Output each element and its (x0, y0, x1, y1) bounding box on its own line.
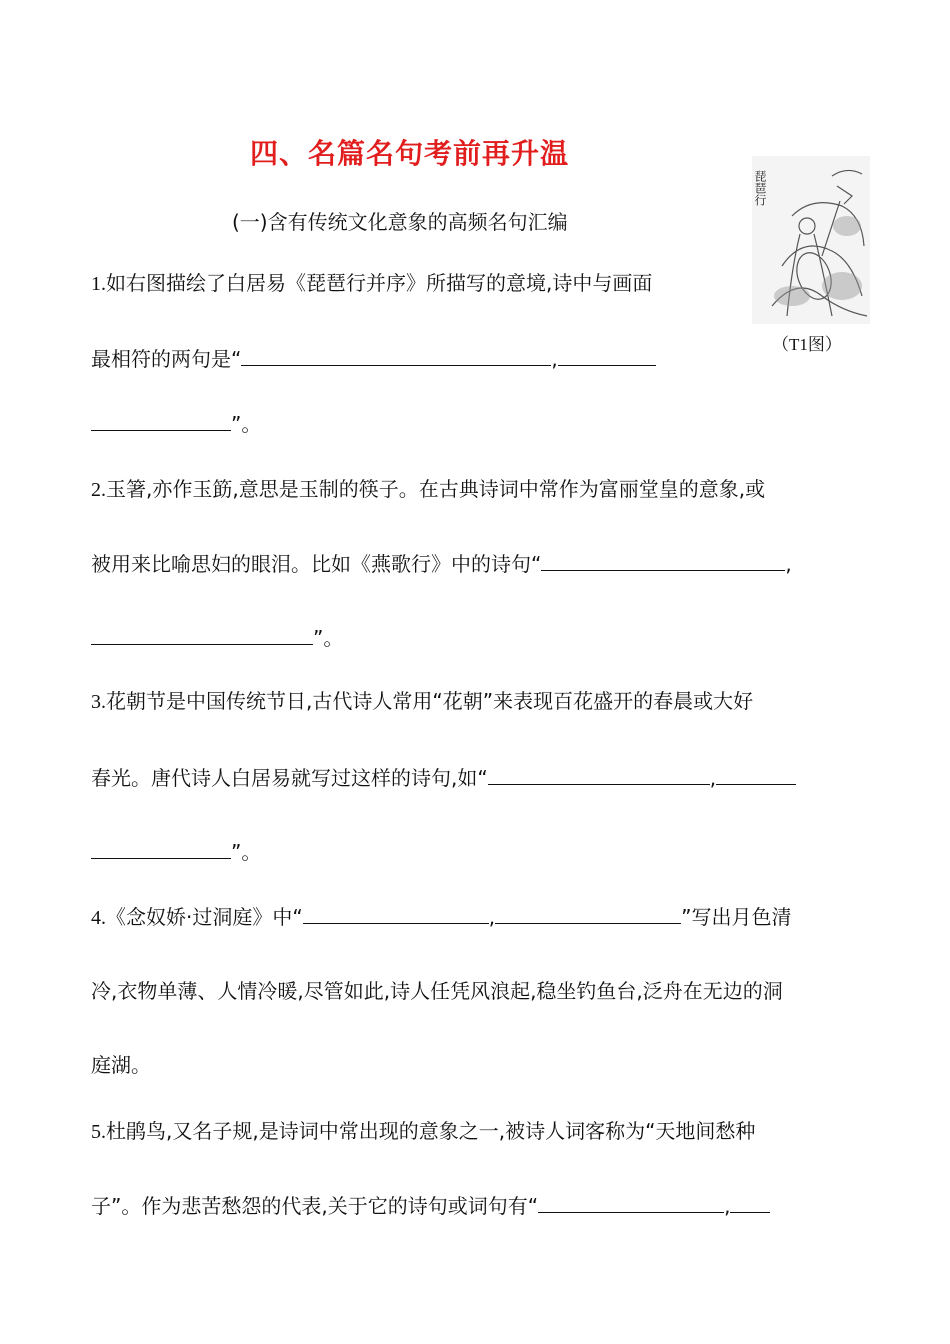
q4-line-2: 冷,衣物单薄、人情冷暖,尽管如此,诗人任凭风浪起,稳坐钓鱼台,泛舟在无边的洞 (91, 979, 783, 1003)
q2-line-3: ”。 (91, 624, 343, 651)
q4-number: 4. (91, 907, 106, 929)
q4-line-1: 4.《念奴娇·过洞庭》中“ , ”写出月色清 (91, 905, 792, 929)
q2-line-2: 被用来比喻思妇的眼泪。比如《燕歌行》中的诗句“ , (91, 552, 792, 576)
q1-answer-blank-2b[interactable] (91, 410, 231, 431)
q2-answer-blank-2[interactable] (91, 624, 313, 645)
q1-line-2: 最相符的两句是“ , (91, 345, 656, 372)
q2-answer-blank-1[interactable] (541, 550, 785, 571)
q4-line-3: 庭湖。 (91, 1053, 151, 1077)
q5-answer-blank-2[interactable] (730, 1192, 770, 1213)
q2-number: 2. (91, 479, 106, 501)
q3-answer-blank-2b[interactable] (91, 838, 231, 859)
q4-answer-blank-2[interactable] (495, 903, 681, 924)
subsection-title: (一)含有传统文化意象的高频名句汇编 (232, 210, 568, 234)
q5-line-2: 子”。作为悲苦愁怨的代表,关于它的诗句或词句有“ , (91, 1192, 770, 1219)
q3-answer-blank-2a[interactable] (716, 764, 796, 785)
q5-answer-blank-1[interactable] (538, 1192, 724, 1213)
q1-answer-blank-1[interactable] (241, 345, 551, 366)
q5-line-1: 5.杜鹃鸟,又名子规,是诗词中常出现的意象之一,被诗人词客称为“天地间愁种 (91, 1119, 756, 1143)
q1-number: 1. (91, 273, 106, 295)
section-title: 四、名篇名句考前再升温 (250, 137, 570, 170)
figure-caption: （T1图） (772, 335, 842, 354)
q3-line-2: 春光。唐代诗人白居易就写过这样的诗句,如“ , (91, 764, 796, 791)
q3-answer-blank-1[interactable] (488, 764, 710, 785)
q2-line-1: 2.玉箸,亦作玉筯,意思是玉制的筷子。在古典诗词中常作为富丽堂皇的意象,或 (91, 477, 766, 501)
q5-number: 5. (91, 1121, 106, 1143)
q3-line-3: ”。 (91, 838, 261, 865)
q1-line-3: ”。 (91, 410, 261, 437)
q4-answer-blank-1[interactable] (303, 903, 489, 924)
q1-line-1: 1.如右图描绘了白居易《琵琶行并序》所描写的意境,诗中与画面 (91, 271, 653, 295)
q1-answer-blank-2a[interactable] (558, 345, 656, 366)
q3-line-1: 3.花朝节是中国传统节日,古代诗人常用“花朝”来表现百花盛开的春晨或大好 (91, 689, 754, 713)
figure-label: 琵琶行 (753, 170, 767, 206)
q3-number: 3. (91, 691, 106, 713)
pipa-illustration (752, 156, 870, 324)
